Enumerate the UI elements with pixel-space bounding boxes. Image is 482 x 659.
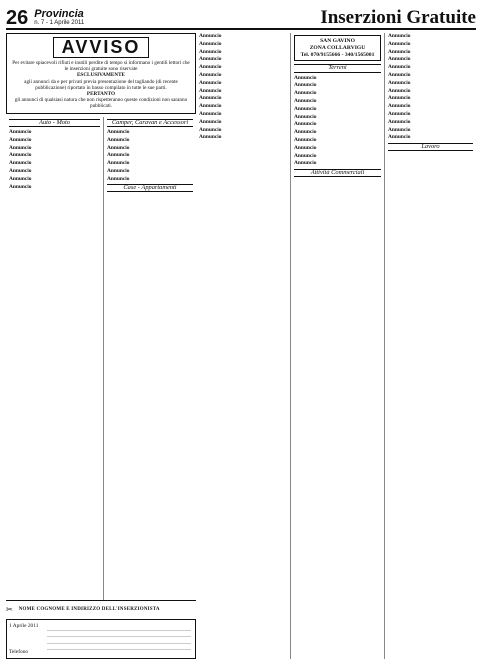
classified-ad <box>294 145 381 151</box>
ad-headline: Annuncio <box>9 167 32 174</box>
ad-headline: Annuncio <box>388 48 411 55</box>
ad-headline: Annuncio <box>388 56 411 63</box>
masthead <box>6 4 476 30</box>
classified-ad <box>388 49 473 55</box>
classified-ad <box>199 134 287 140</box>
box-ad-town: SAN GAVINO <box>320 38 355 44</box>
ad-headline: Annuncio <box>388 103 411 110</box>
classified-ad <box>199 41 287 47</box>
classified-ad <box>9 176 100 182</box>
ad-headline: Annuncio <box>199 71 222 78</box>
ad-headline: Annuncio <box>388 33 411 39</box>
classified-ad <box>9 129 100 135</box>
classified-ad <box>388 127 473 133</box>
classified-ad <box>199 80 287 86</box>
classified-ad <box>294 160 381 166</box>
classified-ad <box>294 82 381 88</box>
notice-emphasis: ESCLUSIVAMENTE <box>76 72 126 79</box>
ad-headline: Annuncio <box>107 175 130 182</box>
ad-headline: Annuncio <box>294 90 317 97</box>
coupon-phone-label: Telefono <box>9 649 29 655</box>
ad-headline: Annuncio <box>388 64 411 71</box>
ad-headline: Annuncio <box>199 56 222 63</box>
column-5 <box>384 33 476 659</box>
ad-headline: Annuncio <box>107 136 130 143</box>
box-advertisement <box>294 35 381 61</box>
ad-headline: Annuncio <box>294 129 317 136</box>
classified-ad <box>107 145 193 151</box>
ad-headline: Annuncio <box>199 87 222 94</box>
classified-ad <box>388 134 473 140</box>
ad-headline: Annuncio <box>388 126 411 133</box>
notice-intro: Per evitare spiacevoli rifiuti e inutili perdite di tempo si informano i gentili lettori che le inserzioni gratuite sono riservate <box>12 60 190 73</box>
ad-headline: Annuncio <box>199 64 222 71</box>
section-title: Inserzioni Gratuite <box>320 7 476 28</box>
classified-ad <box>9 152 100 158</box>
classified-ad <box>388 72 473 78</box>
coupon-caption: NOME COGNOME E INDIRIZZO DELL'INSERZIONISTA <box>18 606 160 612</box>
ad-headline: Annuncio <box>388 71 411 78</box>
ad-headline: Annuncio <box>9 136 32 143</box>
ad-headline: Annuncio <box>294 144 317 151</box>
classified-ad <box>9 145 100 151</box>
notice-closing: gli annunci di qualsiasi natura che non rispetteranno queste condizioni non saranno pubblicati. <box>14 97 188 110</box>
ad-headline: Annuncio <box>294 82 317 89</box>
classified-ad <box>294 129 381 135</box>
column-1-ads <box>9 129 100 190</box>
column-3 <box>196 33 290 659</box>
classified-ad <box>294 137 381 143</box>
ad-headline: Annuncio <box>107 160 130 167</box>
ad-headline: Annuncio <box>107 144 130 151</box>
ad-headline: Annuncio <box>199 95 222 102</box>
ad-headline: Annuncio <box>388 134 411 141</box>
ad-headline: Annuncio <box>199 103 222 110</box>
coupon-write-lines <box>47 624 191 654</box>
column-5-ads <box>388 33 473 141</box>
ad-headline: Annuncio <box>388 118 411 125</box>
classified-ad <box>199 103 287 109</box>
column-4 <box>290 33 384 659</box>
classified-ad <box>388 56 473 62</box>
page-number: 26 <box>6 7 29 29</box>
ad-headline: Annuncio <box>9 175 32 182</box>
coupon-caption-strip <box>6 600 196 617</box>
classified-ad <box>388 88 473 94</box>
classified-ad <box>199 64 287 70</box>
notice-rule: agli annunci da e per privati previa presentazione del tagliando (di recente pubblicazione) riportato in basso compilato in tutte le sue parti. <box>24 78 178 91</box>
ad-headline: Annuncio <box>9 128 32 135</box>
column-2-ads <box>107 129 193 182</box>
coupon-date: 1 Aprile 2011 <box>9 623 39 629</box>
ad-headline: Annuncio <box>294 98 317 105</box>
ad-headline: Annuncio <box>388 95 411 102</box>
column-3-ads <box>199 33 287 141</box>
ad-headline: Annuncio <box>9 144 32 151</box>
classified-ad <box>9 168 100 174</box>
ad-columns <box>6 33 476 659</box>
classified-ad <box>388 119 473 125</box>
category-attivita: Attività Commerciali <box>294 169 381 177</box>
notice-pertanto: PERTANTO <box>86 91 116 98</box>
ad-headline: Annuncio <box>9 152 32 159</box>
classified-ad <box>294 75 381 81</box>
classified-ad <box>294 106 381 112</box>
brand-block <box>34 10 84 28</box>
classified-ad <box>199 111 287 117</box>
ad-headline: Annuncio <box>199 48 222 55</box>
column-4-ads <box>294 75 381 167</box>
coupon-form <box>6 619 196 659</box>
classified-ad <box>199 88 287 94</box>
classified-ad <box>294 121 381 127</box>
category-lavoro: Lavoro <box>388 143 473 151</box>
ad-headline: Annuncio <box>294 152 317 159</box>
category-case: Case - Appartamenti <box>107 184 193 192</box>
ad-headline: Annuncio <box>294 160 317 167</box>
ad-headline: Annuncio <box>294 121 317 128</box>
ad-headline: Annuncio <box>294 74 317 81</box>
ad-headline: Annuncio <box>294 137 317 144</box>
brand-name: Provincia <box>34 8 84 20</box>
ad-headline: Annuncio <box>107 128 130 135</box>
issue-number: n. 7 - 1 Aprile 2011 <box>34 20 85 26</box>
classified-ad <box>107 168 193 174</box>
column-2 <box>103 117 196 600</box>
classified-ad <box>388 80 473 86</box>
ad-headline: Annuncio <box>388 40 411 47</box>
classified-ad <box>388 33 473 39</box>
ad-headline: Annuncio <box>388 110 411 117</box>
classified-ad <box>199 119 287 125</box>
classified-ad <box>9 160 100 166</box>
classified-ad <box>9 184 100 190</box>
ad-headline: Annuncio <box>199 126 222 133</box>
left-area <box>6 33 196 659</box>
ad-headline: Annuncio <box>388 87 411 94</box>
classified-ad <box>199 49 287 55</box>
classified-ad <box>294 153 381 159</box>
ad-headline: Annuncio <box>107 167 130 174</box>
ad-headline: Annuncio <box>9 160 32 167</box>
left-columns <box>6 117 196 600</box>
classified-ad <box>107 137 193 143</box>
column-1 <box>6 117 103 600</box>
category-camper: Camper, Caravan e Accessori <box>107 119 193 127</box>
box-ad-phone: Tel. 070/9155666 - 340/1565001 <box>300 51 375 58</box>
ad-headline: Annuncio <box>294 105 317 112</box>
ad-headline: Annuncio <box>199 33 222 39</box>
classified-ad <box>388 111 473 117</box>
ad-headline: Annuncio <box>199 110 222 117</box>
ad-headline: Annuncio <box>199 40 222 47</box>
ad-headline: Annuncio <box>199 134 222 141</box>
classified-ad <box>199 33 287 39</box>
classified-ad <box>294 114 381 120</box>
notice-title: AVVISO <box>53 37 150 58</box>
category-terreni: Terreni <box>294 64 381 72</box>
classified-ad <box>107 160 193 166</box>
classified-ad <box>388 95 473 101</box>
scissors-icon: ✂ <box>6 604 13 614</box>
box-ad-area: ZONA COLLARVIGU <box>309 44 366 51</box>
classified-ad <box>199 127 287 133</box>
ad-headline: Annuncio <box>199 79 222 86</box>
ad-headline: Annuncio <box>388 79 411 86</box>
category-auto: Auto - Moto <box>9 119 100 127</box>
classified-ad <box>107 129 193 135</box>
classified-ad <box>388 41 473 47</box>
classified-ad <box>9 137 100 143</box>
classified-ad <box>107 152 193 158</box>
classified-ad <box>294 98 381 104</box>
notice-box <box>6 33 196 114</box>
classified-ad <box>107 176 193 182</box>
classified-ad <box>388 64 473 70</box>
classified-ad <box>294 90 381 96</box>
classified-ad <box>199 95 287 101</box>
classified-ad <box>199 56 287 62</box>
ad-headline: Annuncio <box>107 152 130 159</box>
ad-headline: Annuncio <box>9 183 32 190</box>
ad-headline: Annuncio <box>294 113 317 120</box>
ad-headline: Annuncio <box>199 118 222 125</box>
classified-ad <box>199 72 287 78</box>
classified-ad <box>388 103 473 109</box>
